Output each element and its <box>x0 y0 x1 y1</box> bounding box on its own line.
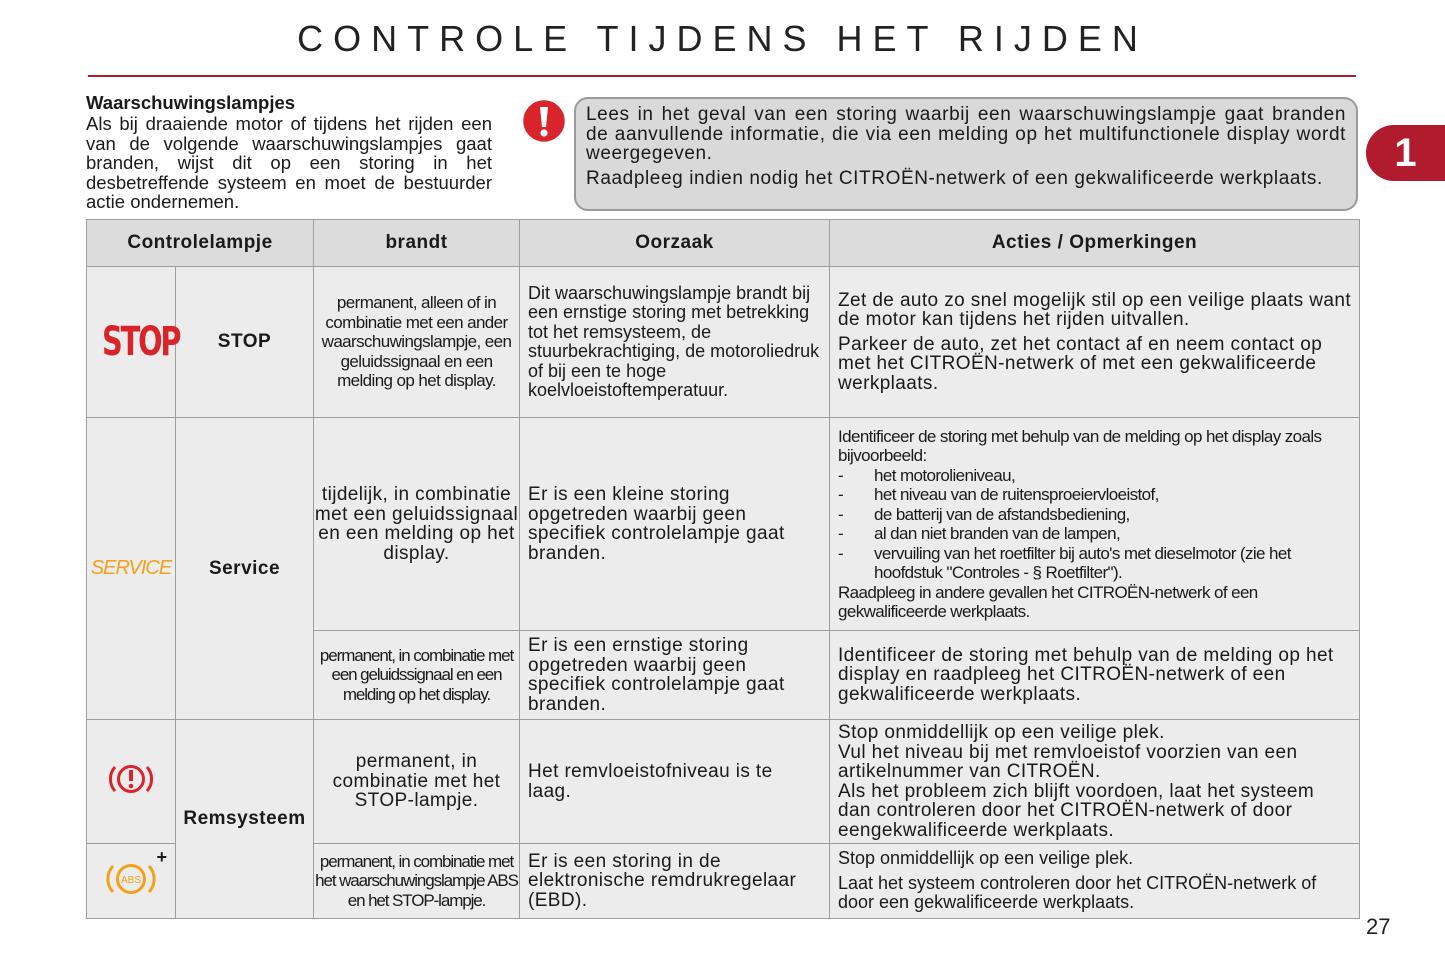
action-list <box>838 466 1351 583</box>
rem-acties-2 <box>830 844 1360 919</box>
header-acties: Acties / Opmerkingen <box>830 220 1360 267</box>
notice-paragraph: Lees in het geval van een storing waarbij een waarschuwingslampje gaat branden de aanvullende informatie, die via een melding op het multifunctionele display wordt weergegeven. <box>586 104 1346 164</box>
notice-paragraph: Raadpleeg indien nodig het CITROËN-netwerk of een gekwalificeerde werkplaats. <box>586 167 1323 189</box>
page-number: 27 <box>1366 914 1391 939</box>
list-item: - de batterij van de afstandsbediening, <box>838 505 1351 525</box>
brake-warning-icon <box>105 759 157 799</box>
stop-lamp-cell <box>87 267 180 418</box>
action-text: Identificeer de storing met behulp van de melding op het display zoals bijvoorbeeld: <box>838 426 1322 465</box>
rem-acties-1 <box>830 720 1360 844</box>
abs-lamp-cell <box>87 844 176 919</box>
intro-section <box>86 92 492 212</box>
page-title: CONTROLE TIJDENS HET RIJDEN <box>297 18 1148 59</box>
service-acties-2: Identificeer de storing met behulp van de melding op het display en raadpleeg het CITROËN-netwerk of een gekwalificeerde werkplaats. <box>830 631 1360 720</box>
table-row-stop <box>87 267 1360 418</box>
stop-oorzaak: Dit waarschuwingslampje brandt bij een ernstige storing met betrekking tot het remsysteem, de stuurbekrachtiging, de motoroliedruk of bij een te hoge koelvloeistoftemperatuur. <box>520 267 830 418</box>
list-item: - vervuiling van het roetfilter bij auto's met dieselmotor (zie het hoofdstuk "Controles - § Roetfilter"). <box>838 544 1351 583</box>
service-lamp-cell <box>87 418 176 720</box>
table-header-row <box>87 220 1360 267</box>
action-text: Vul het niveau bij met remvloeistof voorzien van een artikelnummer van CITROËN. <box>838 741 1298 782</box>
action-text: Laat het systeem controleren door het CITROËN-netwerk of door een gekwalificeerde werkplaats. <box>838 872 1317 913</box>
abs-warning-icon <box>101 857 161 901</box>
action-text: Stop onmiddellijk op een veilige plek. <box>838 848 1134 869</box>
plus-sign: + <box>156 847 167 867</box>
service-brandt-2: permanent, in combinatie met een geluidssignaal en een melding op het display. <box>314 631 520 720</box>
action-text: Als het probleem zich blijft voordoen, laat het systeem dan controleren door het CITROËN-netwerk of door eengekwalificeerde werkplaats. <box>838 780 1315 841</box>
stop-icon: STOP <box>102 319 180 365</box>
action-text: Raadpleeg in andere gevallen het CITROËN-netwerk of een gekwalificeerde werkplaats. <box>838 582 1258 621</box>
table-row-service-1 <box>87 418 1360 631</box>
service-icon: SERVICE <box>90 557 172 579</box>
title-divider <box>88 75 1356 77</box>
rem-oorzaak-2: Er is een storing in de elektronische remdrukregelaar (EBD). <box>520 844 830 919</box>
brake-lamp-cell <box>87 720 176 844</box>
action-text: Zet de auto zo snel mogelijk stil op een veilige plaats want de motor kan tijdens het rijden uitvallen. <box>838 289 1351 331</box>
action-text: Parkeer de auto, zet het contact af en neem contact op met het CITROËN-netwerk of met een gekwalificeerde werkplaats. <box>838 333 1323 394</box>
list-item: - al dan niet branden van de lampen, <box>838 524 1351 544</box>
service-oorzaak-1: Er is een kleine storing opgetreden waarbij geen specifiek controlelampje gaat branden. <box>520 418 830 631</box>
warning-lights-table <box>86 219 1360 919</box>
service-oorzaak-2: Er is een ernstige storing opgetreden waarbij geen specifiek controlelampje gaat branden. <box>520 631 830 720</box>
notice-box <box>574 97 1358 211</box>
abs-icon-text: ABS <box>120 874 142 886</box>
stop-name: STOP <box>176 267 314 418</box>
stop-brandt: permanent, alleen of in combinatie met een ander waarschuwingslampje, een geluidssignaal en een melding op het display. <box>314 267 520 418</box>
rem-oorzaak-1: Het remvloeistofniveau is te laag. <box>520 720 830 844</box>
rem-brandt-2: permanent, in combinatie met het waarschuwingslampje ABS en het STOP-lampje. <box>314 844 520 919</box>
intro-heading: Waarschuwingslampjes <box>86 92 296 113</box>
exclamation-icon <box>521 98 567 144</box>
action-text: Stop onmiddellijk op een veilige plek. <box>838 722 1165 743</box>
header-controlelampje: Controlelampje <box>87 220 314 267</box>
service-acties-1 <box>830 418 1360 631</box>
rem-brandt-1: permanent, in combinatie met het STOP-lampje. <box>314 720 520 844</box>
header-brandt: brandt <box>314 220 520 267</box>
service-brandt-1: tijdelijk, in combinatie met een geluidssignaal en een melding op het display. <box>314 418 520 631</box>
table-row-rem-1 <box>87 720 1360 844</box>
list-item: - het niveau van de ruitensproeiervloeistof, <box>838 485 1351 505</box>
intro-text: Als bij draaiende motor of tijdens het rijden een van de volgende waarschuwingslampjes gaat branden, wijst dit op een storing in het desbetreffende systeem en moet de bestuurder actie ondernemen. <box>86 113 492 212</box>
service-name: Service <box>176 418 314 720</box>
rem-name: Remsysteem <box>176 720 314 919</box>
chapter-tab[interactable]: 1 <box>1366 125 1445 181</box>
stop-acties <box>830 267 1360 418</box>
header-oorzaak: Oorzaak <box>520 220 830 267</box>
list-item: - het motorolieniveau, <box>838 466 1351 486</box>
